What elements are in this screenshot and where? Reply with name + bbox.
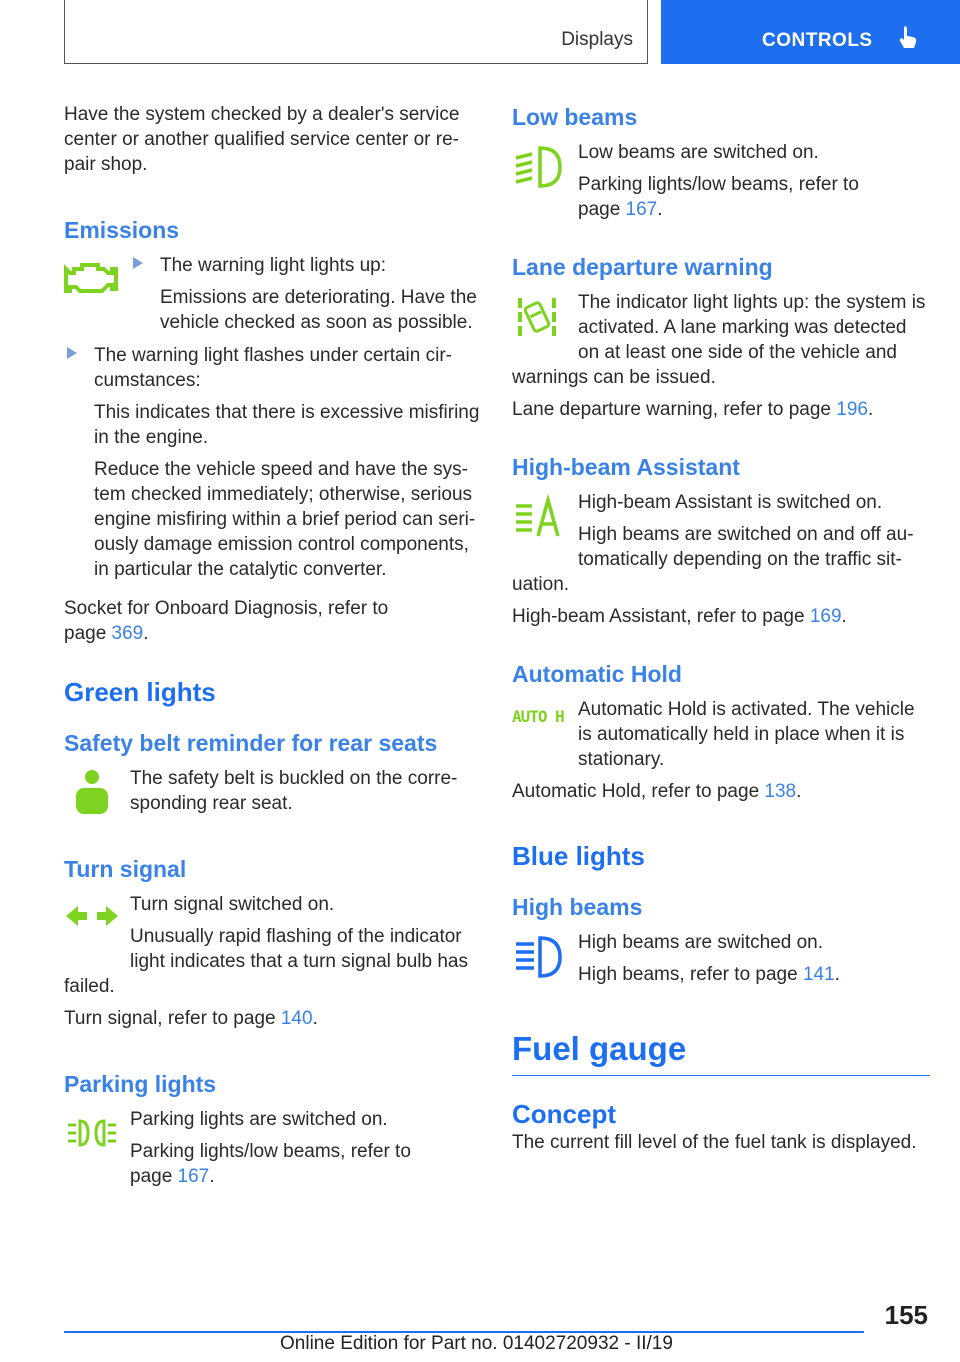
parking-lights-page-link[interactable]: 167 <box>177 1166 210 1187</box>
parking-lights-icon <box>64 1109 120 1159</box>
concept-heading: Concept <box>512 1099 616 1129</box>
edition-footer: Online Edition for Part no. 01402720932 - II/19 <box>280 1333 673 1354</box>
high-beam-assistant-heading: High-beam Assistant <box>512 454 740 480</box>
parking-lights-p2-text: Parking lights/low beams, refer to page <box>130 1141 411 1187</box>
lane-departure-reference <box>512 397 930 422</box>
low-beams-p2 <box>578 172 878 222</box>
emissions-bullet-2-p2: Reduce the vehicle speed and have the sys‐tem checked immediately; otherwise, serious engine misfiring within a brief period can seri‐ously damage emission control components, in particular the catalytic converter. <box>94 459 476 580</box>
low-beams-entry <box>512 140 930 222</box>
low-beams-page-link[interactable]: 167 <box>625 199 658 220</box>
lane-departure-p1-end: warnings can be issued. <box>512 367 716 388</box>
period: . <box>209 1166 215 1187</box>
bullet-triangle-icon <box>67 347 77 359</box>
turn-signal-heading: Turn signal <box>64 856 187 882</box>
high-beam-assistant-icon <box>512 492 568 542</box>
emissions-bullet-2 <box>64 343 482 582</box>
belt-reminder-text: The safety belt is buckled on the corre‐sponding rear seat. <box>130 768 458 814</box>
high-beam-assistant-entry <box>512 490 930 597</box>
parking-lights-heading: Parking lights <box>64 1071 217 1097</box>
emissions-bullet-1 <box>130 253 482 335</box>
parking-lights-p1: Parking lights are switched on. <box>130 1109 388 1130</box>
automatic-hold-heading: Automatic Hold <box>512 661 682 687</box>
period: . <box>834 964 840 985</box>
turn-signal-reference-text: Turn signal, refer to page <box>64 1008 281 1029</box>
turn-signal-arrows-icon <box>64 894 120 944</box>
high-beams-page-link[interactable]: 141 <box>802 964 835 985</box>
low-beams-p2-text: Parking lights/low beams, refer to page <box>578 174 859 220</box>
high-beams-p1: High beams are switched on. <box>578 932 824 953</box>
turn-signal-reference <box>64 1006 482 1031</box>
header-section-title: Displays <box>561 29 633 50</box>
period: . <box>796 781 802 802</box>
low-beams-p1: Low beams are switched on. <box>578 142 819 163</box>
turn-signal-p2-end: failed. <box>64 976 115 997</box>
low-beams-icon <box>512 142 568 192</box>
intro-paragraph: Have the system checked by a dealer's service center or another qualified service center or re‐pair shop. <box>64 104 460 175</box>
parking-lights-entry <box>64 1107 482 1189</box>
automatic-hold-entry <box>512 697 930 772</box>
high-beam-assistant-page-link[interactable]: 169 <box>809 606 842 627</box>
lane-departure-reference-text: Lane departure warning, refer to page <box>512 399 837 420</box>
turn-signal-p1: Turn signal switched on. <box>130 894 335 915</box>
period: . <box>841 606 847 627</box>
turn-signal-page-link[interactable]: 140 <box>280 1008 313 1029</box>
lane-departure-p1: The indicator light lights up: the system is activated. A lane marking was detected on at least one side of the vehicle and <box>578 292 926 363</box>
low-beams-heading: Low beams <box>512 104 638 130</box>
page-number: 155 <box>884 1300 928 1330</box>
header-section-box <box>64 0 648 64</box>
emissions-bullet-1-lead: The warning light lights up: <box>160 255 387 276</box>
turn-signal-p2: Unusually rapid flashing of the indicator light indicates that a turn signal bulb has <box>130 926 468 972</box>
parking-lights-p2 <box>130 1139 430 1189</box>
lane-departure-entry <box>512 290 930 390</box>
emissions-heading: Emissions <box>64 217 180 243</box>
auto-hold-icon: AUTO H <box>512 707 564 726</box>
engine-warning-icon <box>64 255 120 305</box>
high-beam-assistant-reference <box>512 604 930 629</box>
emissions-bullet-2-lead: The warning light flashes under certain cir‐cumstances: <box>94 345 453 391</box>
period: . <box>312 1008 318 1029</box>
lane-departure-icon <box>512 292 568 342</box>
period: . <box>143 623 149 644</box>
concept-text: The current fill level of the fuel tank is displayed. <box>512 1132 917 1153</box>
header-chapter-label: CONTROLS <box>762 30 873 51</box>
blue-lights-heading: Blue lights <box>512 841 645 871</box>
high-beams-entry <box>512 930 930 987</box>
high-beams-reference-text: High beams, refer to page <box>578 964 803 985</box>
socket-reference-text: Socket for Onboard Diagnosis, refer to page <box>64 598 389 644</box>
socket-page-link[interactable]: 369 <box>111 623 144 644</box>
high-beams-heading: High beams <box>512 894 643 920</box>
period: . <box>657 199 663 220</box>
automatic-hold-reference <box>512 779 930 804</box>
green-lights-heading: Green lights <box>64 677 216 707</box>
automatic-hold-p1: Automatic Hold is activated. The vehicle is automatically held in place when it is stationary. <box>578 699 915 770</box>
high-beams-reference <box>578 962 930 987</box>
seat-occupant-icon <box>64 768 120 818</box>
period: . <box>867 399 874 420</box>
emissions-bullet-2-p1: This indicates that there is excessive misfiring in the engine. <box>94 402 480 448</box>
high-beam-assistant-reference-text: High-beam Assistant, refer to page <box>512 606 810 627</box>
high-beam-assistant-p1: High-beam Assistant is switched on. <box>578 492 883 513</box>
automatic-hold-page-link[interactable]: 138 <box>764 781 797 802</box>
emissions-entry <box>64 253 482 335</box>
turn-signal-entry <box>64 892 482 999</box>
emissions-bullet-1-text: Emissions are deteriorating. Have the vehicle checked as soon as possible. <box>160 287 477 333</box>
lane-departure-heading: Lane departure warning <box>512 254 773 280</box>
fuel-gauge-heading: Fuel gauge <box>512 1029 930 1076</box>
lane-departure-page-link[interactable]: 196 <box>836 399 868 420</box>
high-beam-assistant-p2-end: uation. <box>512 574 570 595</box>
pointing-hand-icon <box>895 24 921 50</box>
belt-reminder-entry <box>64 766 482 816</box>
header-chapter-tab <box>661 0 960 64</box>
high-beam-assistant-p2: High beams are switched on and off au‐tomatically depending on the traffic sit‐ <box>578 524 914 570</box>
right-column <box>512 102 930 1155</box>
automatic-hold-reference-text: Automatic Hold, refer to page <box>512 781 765 802</box>
socket-reference <box>64 596 404 646</box>
belt-reminder-heading: Safety belt reminder for rear seats <box>64 730 438 756</box>
left-column <box>64 102 482 1189</box>
bullet-triangle-icon <box>133 257 143 269</box>
high-beams-icon <box>512 932 568 982</box>
